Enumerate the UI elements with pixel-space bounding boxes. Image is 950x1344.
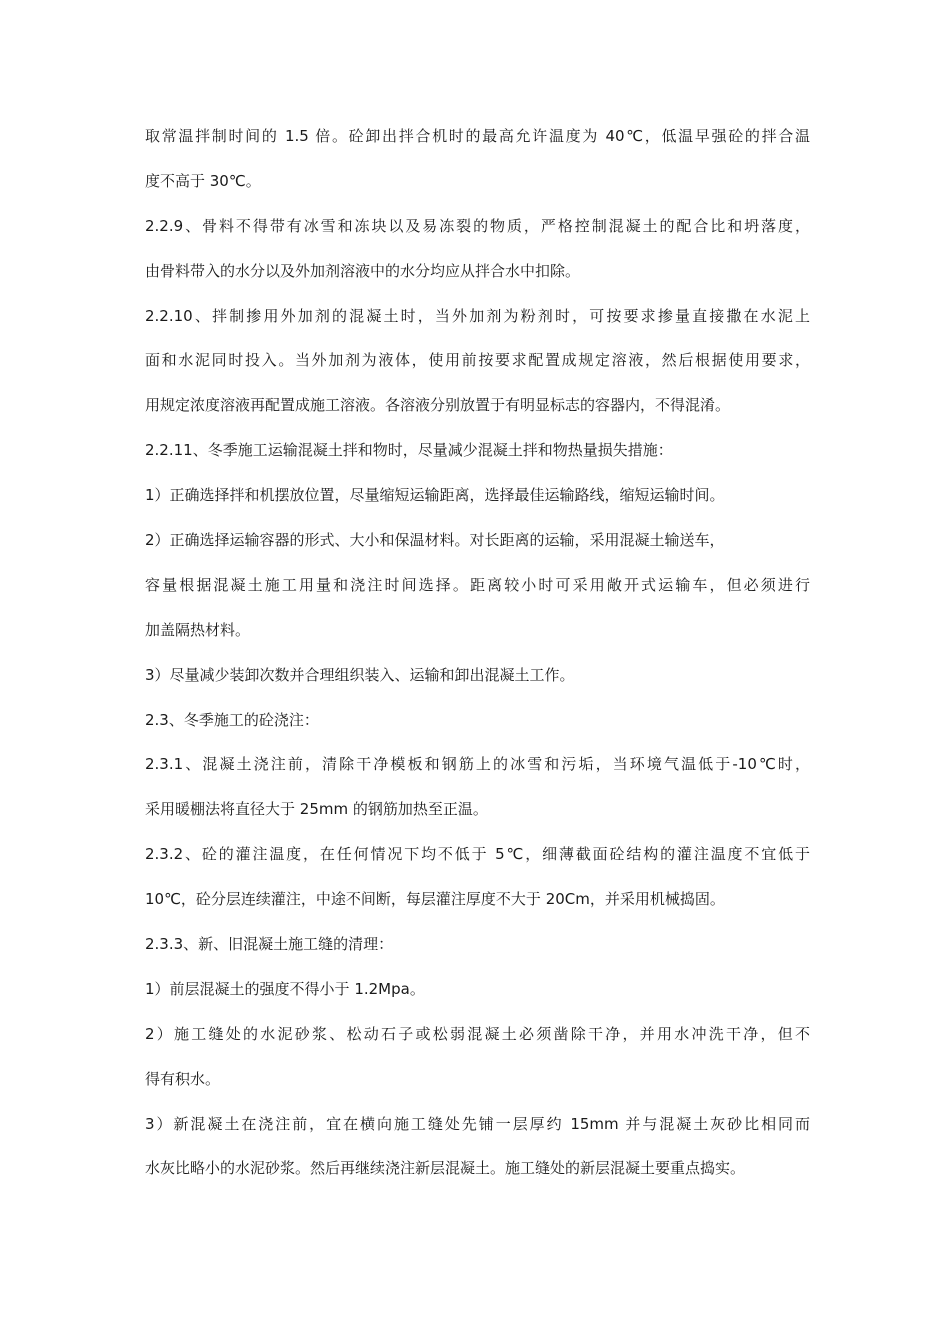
text-line: 水灰比略小的水泥砂浆。然后再继续浇注新层混凝土。施工缝处的新层混凝土要重点捣实。 [145, 1159, 746, 1178]
text-line: 加盖隔热材料。 [145, 620, 251, 639]
text-line: 2.3.1、混凝土浇注前，清除干净模板和钢筋上的冰雪和污垢，当环境气温低于-10℃时， [145, 755, 810, 774]
text-line: 2.3.2、砼的灌注温度，在任何情况下均不低于 5℃，细薄截面砼结构的灌注温度不宜低于 [145, 845, 810, 864]
text-line: 用规定浓度溶液再配置成施工溶液。各溶液分别放置于有明显标志的容器内，不得混淆。 [145, 396, 731, 415]
text-line: 容量根据混凝土施工用量和浇注时间选择。距离较小时可采用敞开式运输车，但必须进行 [145, 575, 810, 594]
text-line: 3）尽量减少装卸次数并合理组织装入、运输和卸出混凝土工作。 [145, 665, 575, 684]
text-line: 2.3.3、新、旧混凝土施工缝的清理： [145, 935, 394, 954]
document-body [145, 121, 810, 1198]
text-line: 2）施工缝处的水泥砂浆、松动石子或松弱混凝土必须凿除干净，并用水冲洗干净，但不 [145, 1024, 810, 1043]
text-line: 3）新混凝土在浇注前，宜在横向施工缝处先铺一层厚约 15mm 并与混凝土灰砂比相同而 [145, 1114, 810, 1133]
text-line: 采用暖棚法将直径大于 25mm 的钢筋加热至正温。 [145, 800, 488, 819]
text-line: 2.2.10、拌制掺用外加剂的混凝土时，当外加剂为粉剂时，可按要求掺量直接撒在水泥上 [145, 306, 810, 325]
text-line: 1）正确选择拌和机摆放位置，尽量缩短运输距离，选择最佳运输路线，缩短运输时间。 [145, 486, 725, 505]
text-line: 2）正确选择运输容器的形式、大小和保温材料。对长距离的运输，采用混凝土输送车， [145, 531, 725, 550]
text-line: 10℃，砼分层连续灌注，中途不间断，每层灌注厚度不大于 20Cm，并采用机械捣固。 [145, 890, 725, 909]
text-line: 取常温拌制时间的 1.5 倍。砼卸出拌合机时的最高允许温度为 40℃，低温早强砼的拌合温 [145, 127, 810, 145]
text-line: 2.2.11、冬季施工运输混凝土拌和物时，尽量减少混凝土拌和物热量损失措施： [145, 441, 673, 460]
text-line: 2.2.9、骨料不得带有冰雪和冻块以及易冻裂的物质，严格控制混凝土的配合比和坍落度， [145, 216, 810, 235]
text-line: 面和水泥同时投入。当外加剂为液体，使用前按要求配置成规定溶液，然后根据使用要求， [145, 351, 810, 370]
text-line: 度不高于 30℃。 [145, 171, 261, 190]
text-line: 由骨料带入的水分以及外加剂溶液中的水分均应从拌合水中扣除。 [145, 261, 581, 280]
text-line: 2.3、冬季施工的砼浇注： [145, 710, 319, 729]
text-line: 1）前层混凝土的强度不得小于 1.2Mpa。 [145, 979, 425, 998]
text-line: 得有积水。 [145, 1069, 221, 1088]
